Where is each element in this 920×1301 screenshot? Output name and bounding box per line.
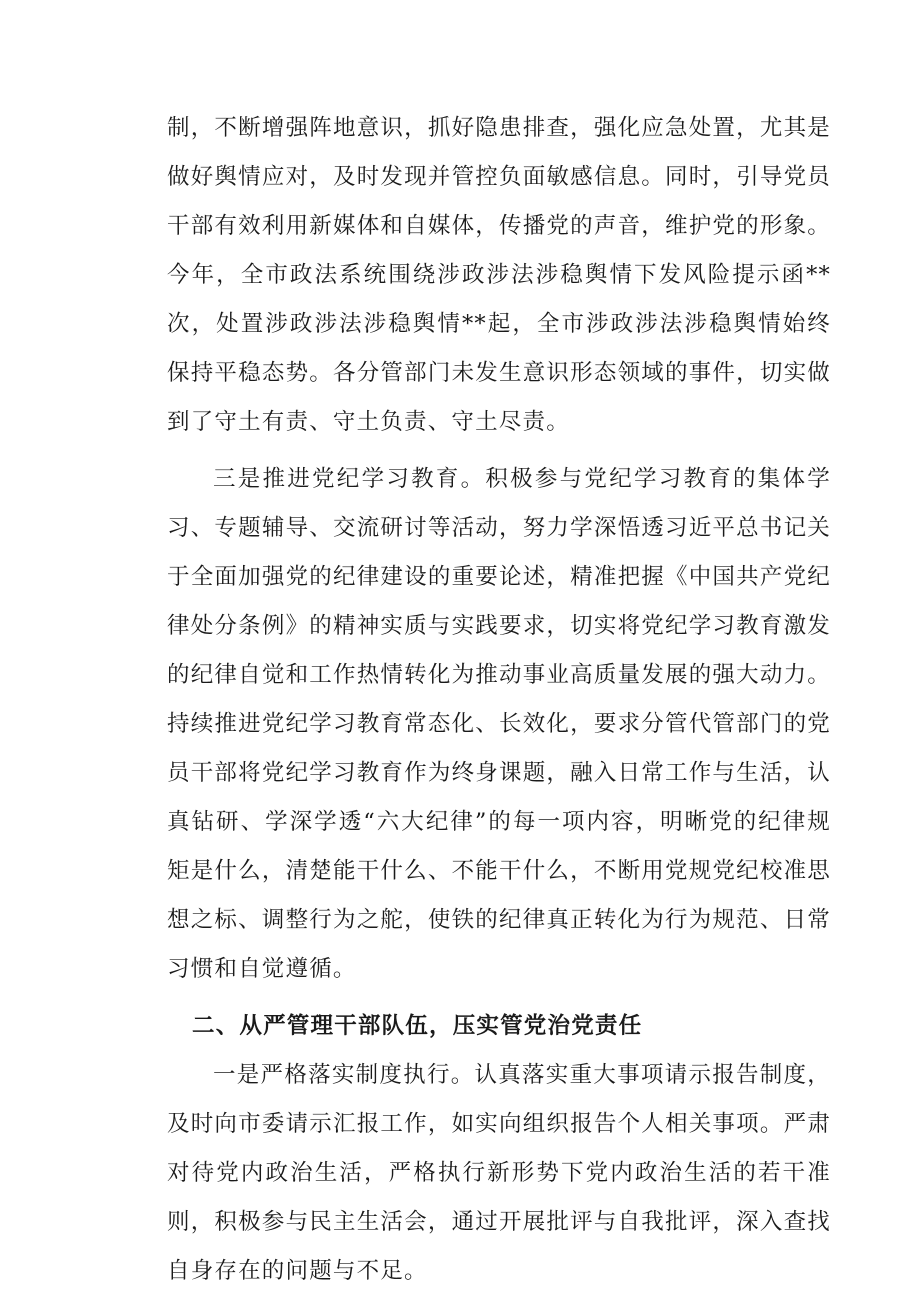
paragraph-implement-system: 一是严格落实制度执行。认真落实重大事项请示报告制度，及时向市委请示汇报工作，如实向组织报告个人相关事项。严肃对待党内政治生活，严格执行新形势下党内政治生活的若干准则，积极参与民主生活会，通过开展批评与自我批评，深入查找自身存在的问题与不足。: [167, 1062, 831, 1284]
document-body: [167, 104, 831, 1296]
paragraph-continuation: 制，不断增强阵地意识，抓好隐患排查，强化应急处置，尤其是做好舆情应对，及时发现并管控负面敏感信息。同时，引导党员干部有效利用新媒体和自媒体，传播党的声音，维护党的形象。今年，全市政法系统围绕涉政涉法涉稳舆情下发风险提示函**次，处置涉政涉法涉稳舆情**起，全市涉政涉法涉稳舆情始终保持平稳态势。各分管部门未发生意识形态领域的事件，切实做到了守土有责、守土负责、守土尽责。: [167, 115, 831, 435]
paragraph-promote-discipline-education: 三是推进党纪学习教育。积极参与党纪学习教育的集体学习、专题辅导、交流研讨等活动，努力学深悟透习近平总书记关于全面加强党的纪律建设的重要论述，精准把握《中国共产党纪律处分条例》的精神实质与实践要求，切实将党纪学习教育激发的纪律自觉和工作热情转化为推动事业高质量发展的强大动力。持续推进党纪学习教育常态化、长效化，要求分管代管部门的党员干部将党纪学习教育作为终身课题，融入日常工作与生活，认真钻研、学深学透“六大纪律”的每一项内容，明晰党的纪律规矩是什么，清楚能干什么、不能干什么，不断用党规党纪校准思想之标、调整行为之舵，使铁的纪律真正转化为行为规范、日常习惯和自觉遵循。: [167, 466, 831, 982]
section-heading: 二、从严管理干部队伍，压实管党治党责任: [192, 1013, 643, 1039]
